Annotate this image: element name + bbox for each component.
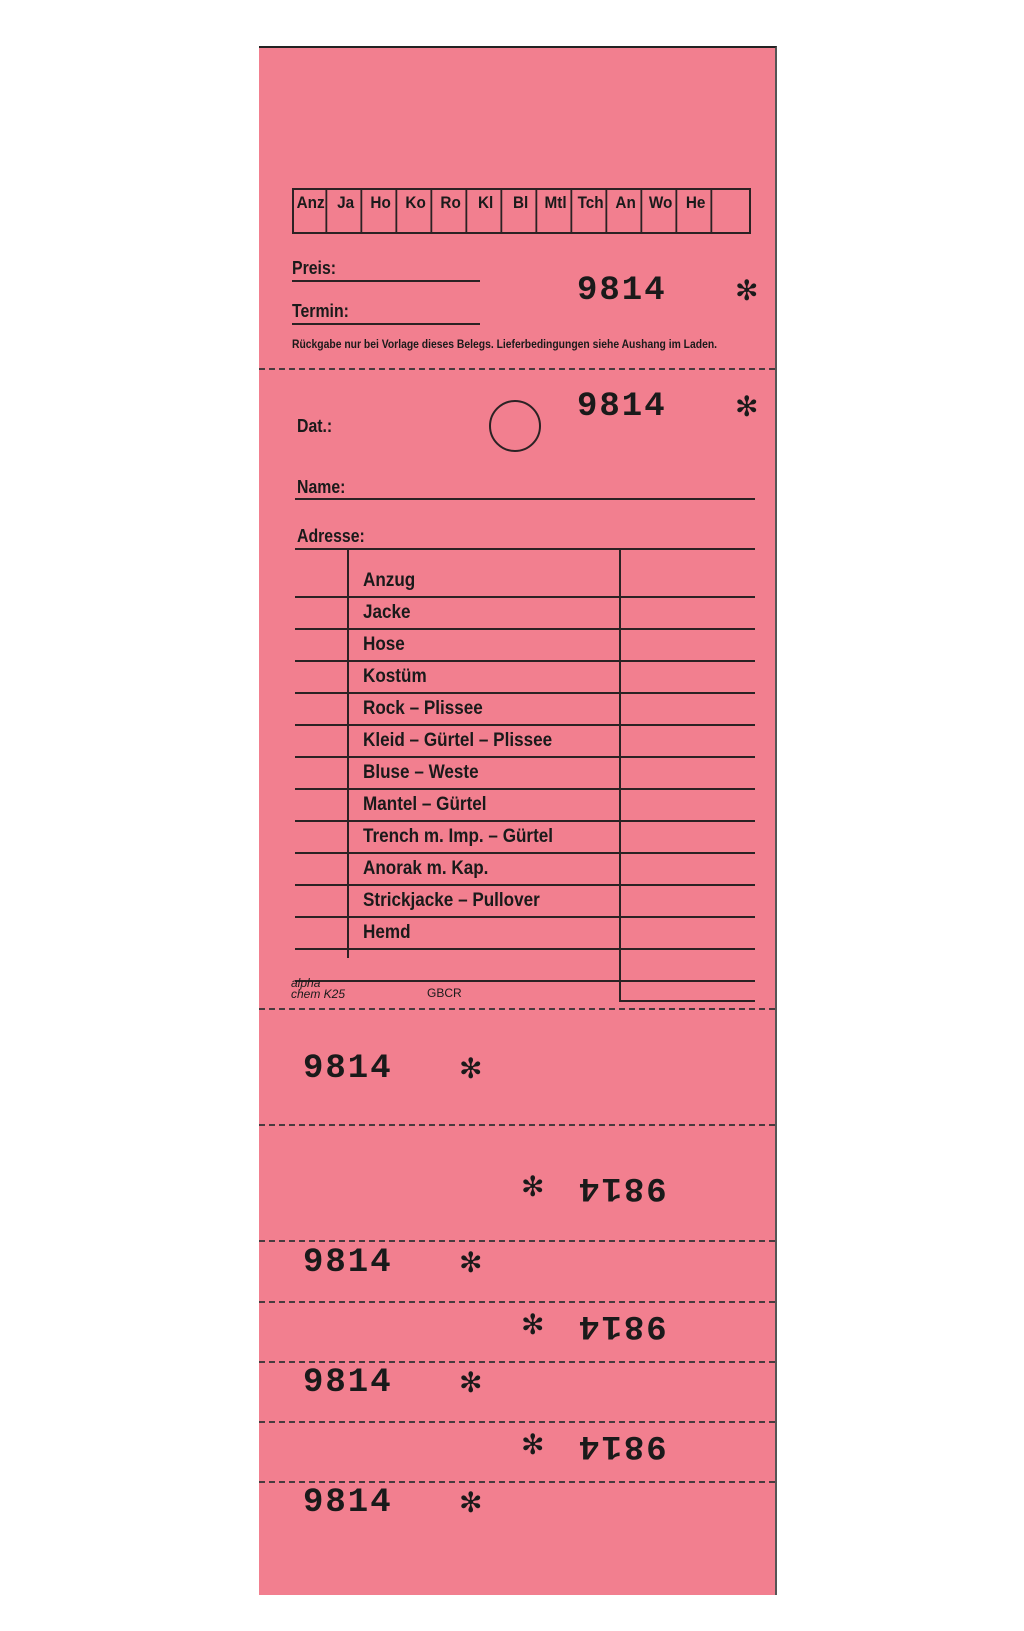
star-icon: ✻ xyxy=(459,1052,483,1085)
ticket-number-main: 9814 xyxy=(577,388,667,426)
perforation-1 xyxy=(259,368,775,370)
garment-name: Strickjacke – Pullover xyxy=(363,890,540,911)
garment-row xyxy=(295,726,755,758)
garment-row xyxy=(295,694,755,726)
stub-number-6: 9814 xyxy=(577,1426,667,1464)
garment-list xyxy=(295,566,755,982)
garment-row xyxy=(295,790,755,822)
garment-code-box: Ho xyxy=(366,190,398,232)
garment-name: Kleid – Gürtel – Plissee xyxy=(363,730,553,751)
address-label: Adresse: xyxy=(297,526,365,546)
brand-logo xyxy=(291,978,345,1000)
garment-code-box: Tch xyxy=(576,190,608,232)
total-line xyxy=(619,1000,755,1002)
garment-code-box: Ro xyxy=(436,190,468,232)
garment-row xyxy=(295,822,755,854)
garment-name: Hose xyxy=(363,634,405,655)
garment-code-box: Anz xyxy=(296,190,328,232)
stub-number-1: 9814 xyxy=(303,1050,393,1088)
garment-code-boxes xyxy=(292,188,751,234)
star-icon: ✻ xyxy=(735,274,759,307)
garment-name: Bluse – Weste xyxy=(363,762,479,783)
perforation-8 xyxy=(259,1481,775,1483)
stub-number-3: 9814 xyxy=(303,1244,393,1282)
star-icon: ✻ xyxy=(521,1428,545,1461)
garment-row xyxy=(295,918,755,950)
due-date-line xyxy=(292,323,480,325)
price-label: Preis: xyxy=(292,258,337,278)
brand-line-2: chem K25 xyxy=(291,987,346,1001)
perforation-7 xyxy=(259,1421,775,1423)
name-label: Name: xyxy=(297,477,346,497)
garment-row xyxy=(295,630,755,662)
garment-name: Rock – Plissee xyxy=(363,698,483,719)
garment-code-box: Bl xyxy=(506,190,538,232)
star-icon: ✻ xyxy=(521,1170,545,1203)
garment-name: Anzug xyxy=(363,570,416,591)
garment-code-box: An xyxy=(611,190,643,232)
garment-name: Jacke xyxy=(363,602,411,623)
stub-number-7: 9814 xyxy=(303,1484,393,1522)
garment-code-box: He xyxy=(681,190,713,232)
garment-code-box: Kl xyxy=(471,190,503,232)
stub-number-4: 9814 xyxy=(577,1306,667,1344)
garment-row xyxy=(295,598,755,630)
price-line xyxy=(292,280,480,282)
garment-row xyxy=(295,854,755,886)
perforation-3 xyxy=(259,1124,775,1126)
name-line xyxy=(295,498,755,500)
garment-code-box xyxy=(716,190,748,232)
garment-name: Trench m. Imp. – Gürtel xyxy=(363,826,554,847)
perforation-2 xyxy=(259,1008,775,1010)
laundry-ticket xyxy=(259,46,777,1595)
garment-code-box: Wo xyxy=(646,190,678,232)
address-line xyxy=(295,548,755,550)
ticket-number-top: 9814 xyxy=(577,272,667,310)
perforation-5 xyxy=(259,1301,775,1303)
garment-row xyxy=(295,758,755,790)
garment-row xyxy=(295,566,755,598)
date-label: Dat.: xyxy=(297,416,333,436)
star-icon: ✻ xyxy=(459,1486,483,1519)
perforation-4 xyxy=(259,1240,775,1242)
garment-code-box: Ja xyxy=(331,190,363,232)
garment-row xyxy=(295,662,755,694)
star-icon: ✻ xyxy=(459,1246,483,1279)
garment-name: Mantel – Gürtel xyxy=(363,794,487,815)
garment-code-box: Mtl xyxy=(541,190,573,232)
garment-row xyxy=(295,886,755,918)
return-notice: Rückgabe nur bei Vorlage dieses Belegs. Lieferbedingungen siehe Aushang im Laden. xyxy=(292,339,718,351)
garment-name: Anorak m. Kap. xyxy=(363,858,489,879)
garment-row xyxy=(295,950,755,982)
form-code: GBCR xyxy=(427,986,462,1000)
garment-name: Kostüm xyxy=(363,666,427,687)
stub-number-5: 9814 xyxy=(303,1364,393,1402)
star-icon: ✻ xyxy=(521,1308,545,1341)
perforation-6 xyxy=(259,1361,775,1363)
price-column-divider xyxy=(619,550,621,1002)
garment-code-box: Ko xyxy=(401,190,433,232)
qty-column-divider xyxy=(347,550,349,958)
star-icon: ✻ xyxy=(459,1366,483,1399)
due-date-label: Termin: xyxy=(292,301,349,321)
stub-number-2: 9814 xyxy=(577,1168,667,1206)
garment-name: Hemd xyxy=(363,922,411,943)
brand-line-1: alpha xyxy=(291,976,321,990)
punch-hole-circle xyxy=(489,400,541,452)
star-icon: ✻ xyxy=(735,390,759,423)
